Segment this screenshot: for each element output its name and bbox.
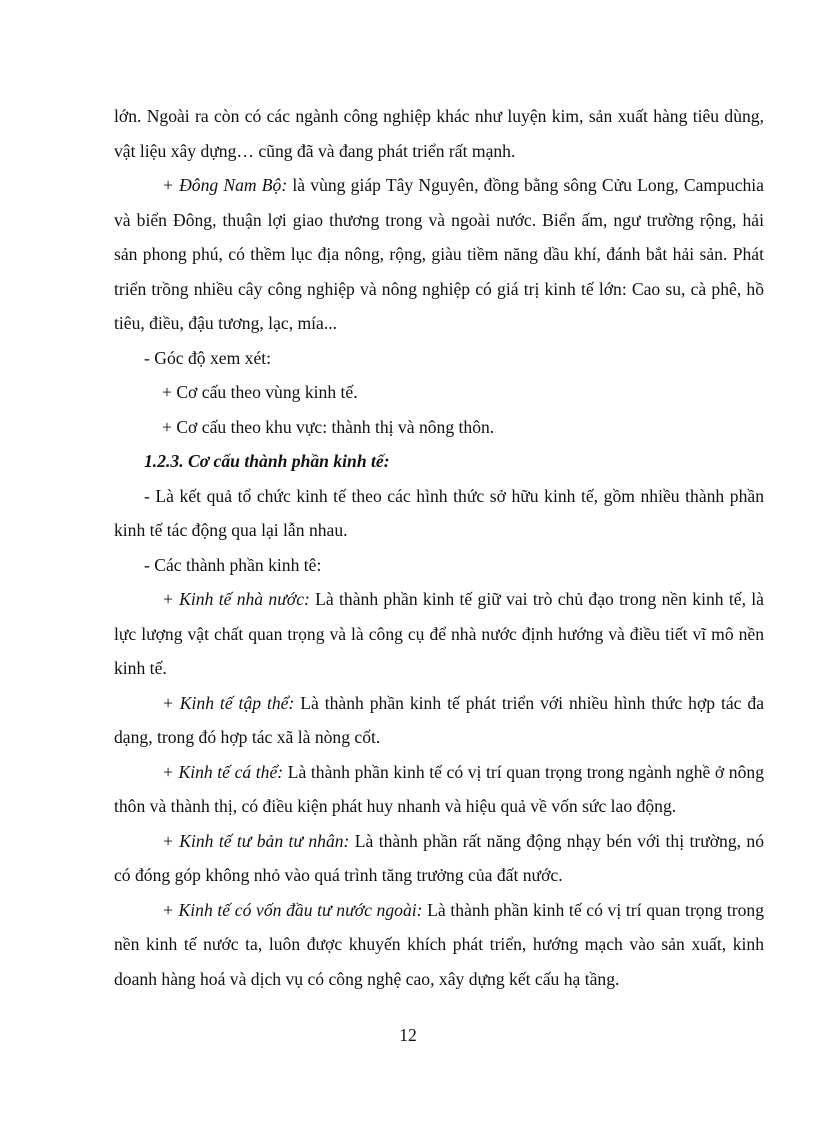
component-description: Là thành phần kinh tế giữ vai trò chủ đạo trong nền kinh tế, là lực lượng vật chất quan trọng và là công cụ để nhà nước định hướng và điều tiết vĩ mô nền kinh tế.	[114, 589, 764, 678]
component-description: Là thành phần kinh tế có vị trí quan trọng trong nền kinh tế nước ta, luôn được khuyến khích phát triển, hướng mạch vào sản xuất, kinh doanh hàng hoá và dịch vụ có công nghệ cao, xây dựng kết cấu hạ tầng.	[114, 899, 764, 989]
component-individual-economy	[114, 755, 764, 824]
section-heading: 1.2.3. Cơ cấu thành phần kinh tế:	[144, 451, 390, 471]
component-term: + Kinh tế cá thể:	[162, 761, 284, 782]
component-description: Là thành phần kinh tế có vị trí quan trọng trong ngành nghề ở nông thôn và thành thị, có điều kiện phát huy nhanh và hiệu quả về vốn sức lao động.	[114, 761, 764, 816]
component-description: Là thành phần kinh tế phát triển với nhiều hình thức hợp tác đa dạng, trong đó hợp tác xã là nòng cốt.	[114, 692, 765, 747]
perspective-item: + Cơ cấu theo vùng kinh tế.	[162, 382, 358, 402]
page-number: 12	[399, 1025, 417, 1045]
component-private-capital-economy	[114, 824, 764, 893]
component-term: + Kinh tế tập thể:	[162, 692, 295, 713]
paragraph-definition: - Là kết quả tổ chức kinh tế theo các hình thức sở hữu kinh tế, gồm nhiều thành phần kinh tế tác động qua lại lẫn nhau.	[114, 485, 764, 540]
component-term: + Kinh tế nhà nước:	[162, 589, 310, 609]
component-term: + Kinh tế tư bản tư nhân:	[162, 830, 350, 851]
component-collective-economy	[114, 686, 764, 755]
region-term: + Đông Nam Bộ:	[162, 175, 288, 195]
paragraph-continuation: lớn. Ngoài ra còn có các ngành công nghiệp khác như luyện kim, sản xuất hàng tiêu dùng, vật liệu xây dựng… cũng đã và đang phát triển rất mạnh.	[114, 106, 764, 161]
paragraph-dong-nam-bo	[114, 168, 764, 341]
component-state-economy	[114, 582, 764, 686]
perspective-label: - Góc độ xem xét:	[144, 347, 272, 368]
component-foreign-investment-economy	[114, 893, 764, 997]
component-term: + Kinh tế có vốn đầu tư nước ngoài:	[162, 899, 423, 920]
perspective-item: + Cơ cấu theo khu vực: thành thị và nông thôn.	[162, 416, 495, 437]
components-label: - Các thành phần kinh tê:	[144, 554, 322, 575]
document-body	[114, 99, 764, 996]
region-description: là vùng giáp Tây Nguyên, đồng bằng sông Cửu Long, Campuchia và biển Đông, thuận lợi giao thương trong và ngoài nước. Biển ấm, ngư trường rộng, hải sản phong phú, có thềm lục địa nông, rộng, giàu tiềm năng dầu khí, đánh bắt hải sản. Phát triển trồng nhiều cây công nghiệp và nông nghiệp có giá trị kinh tế lớn: Cao su, cà phê, hồ tiêu, điều, đậu tương, lạc, mía...	[114, 175, 764, 333]
component-description: Là thành phần rất năng động nhạy bén với thị trường, nó có đóng góp không nhỏ vào quá trình tăng trưởng của đất nước.	[114, 830, 764, 885]
